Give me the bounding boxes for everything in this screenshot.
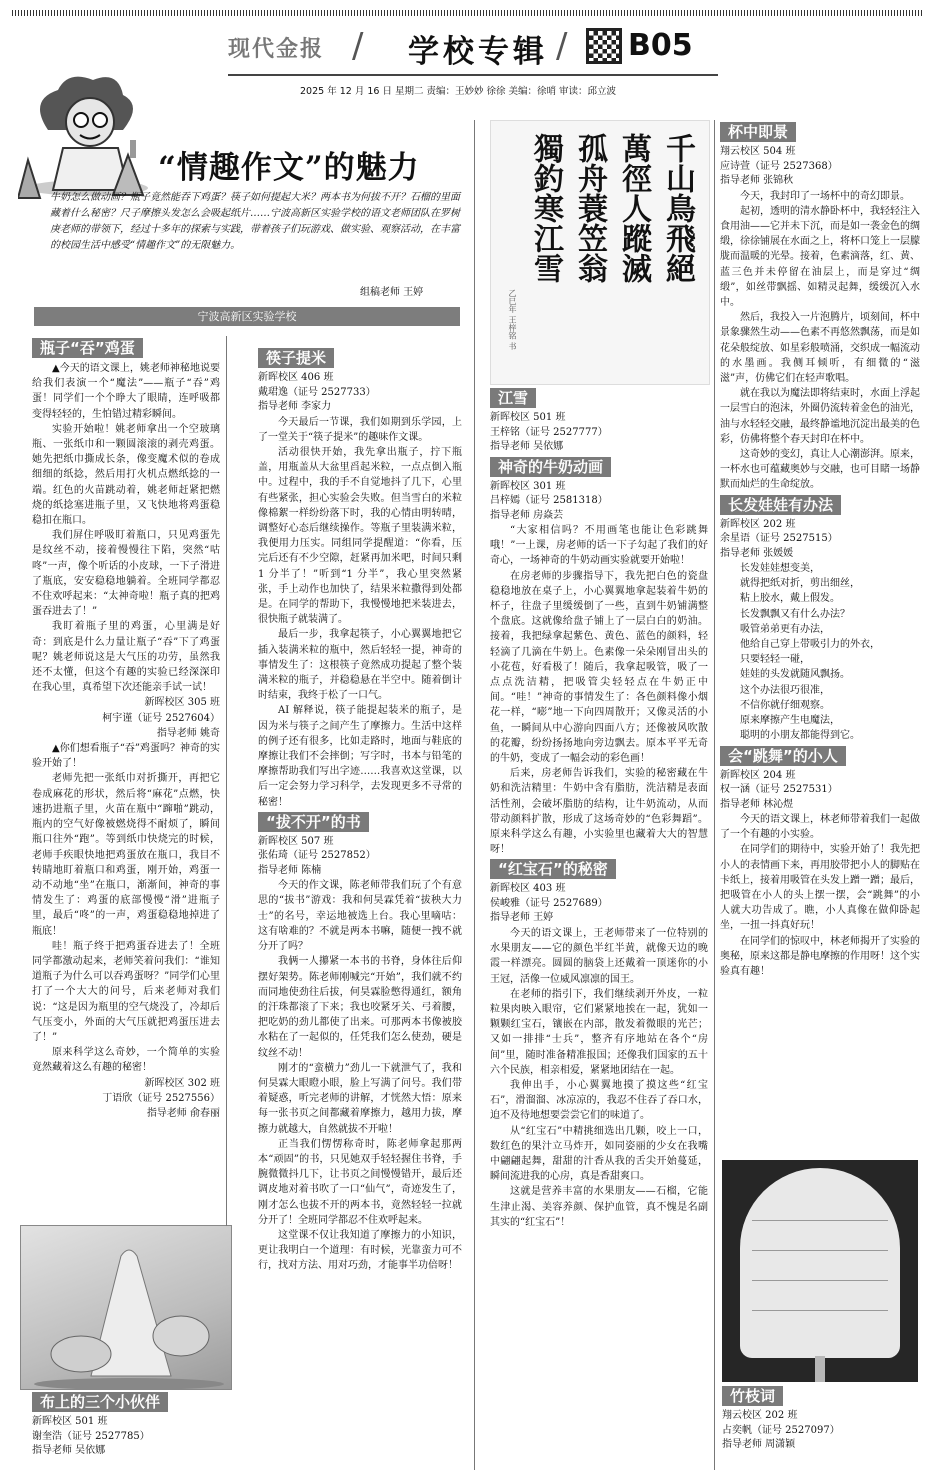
author-class: 新晖校区 301 班 bbox=[490, 480, 566, 492]
article-paragraph: ▲今天的语文课上，姚老师神秘地说要给我们表演一个“魔法”——瓶子“吞”鸡蛋！同学们一个个睁大了眼睛，连呼吸都变得轻轻的，生怕错过精彩瞬间。 bbox=[32, 363, 220, 420]
author-teacher: 指导老师 周潇颖 bbox=[722, 1439, 796, 1450]
masthead-divider: / bbox=[556, 26, 568, 66]
article-paragraph: 就在我以为魔法即将结束时，水面上浮起一层雪白的泡沫，外圈仍流转着金色的油光，油与水轻轻交融，最终静谧地沉淀出最美的色彩，仿佛将整个春天封印在杯中。 bbox=[720, 388, 920, 445]
author-name: 余星语（证号 2527515） bbox=[720, 533, 838, 545]
article-paragraph: 在房老师的步骤指导下，我先把白色的瓷盘稳稳地放在桌子上，小心翼翼地拿起装着牛奶的杯子，往盘子里缓缓倒了一些，直到牛奶铺满整个盘底。这就像给盘子铺上了一层白白的奶油。接着，我把绿拿起紫色、黄色、蓝色的颜料，轻轻滴了几滴在牛奶上。色素像一朵朵刚冒出头的小花苞，好看极了！随后，我拿起吸管，吸了一点点洗洁精，把吸管尖轻轻点在牛奶正中间。“哇！”神奇的事情发生了：各色颜料像小烟花一样，“嘭”地一下向四周散开；又像灵活的小鱼，一瞬间从中心游向四面八方；还像被风吹散的花瓣，纷纷扬扬地向旁边飘去。原本平平无奇的牛奶，变成了一幅会动的彩色画！ bbox=[490, 570, 708, 765]
article-paragraph: 从“红宝石”中精挑细选出几颗，咬上一口，数红色的果汁立马炸开，如同姿丽的少女在我嘴中翩翩起舞，甜甜的汁香从我的舌尖开始蔓延，瞬间流进我的心房，真是香甜爽口。 bbox=[490, 1125, 708, 1183]
author-teacher: 指导老师 吴依娜 bbox=[490, 441, 564, 452]
author-class: 新晖校区 507 班 bbox=[258, 835, 334, 847]
author-teacher: 指导老师 林沁煜 bbox=[720, 798, 794, 810]
article-paragraph: 实验开始啦！姚老师拿出一个空玻璃瓶、一张纸巾和一颗圆滚滚的剥壳鸡蛋。她先把纸巾撕成长条，像变魔术似的卷成细细的纸捻，然后用打火机点燃纸捻的一端。红色的火苗跳动着，姚老师赶紧把燃烧的纸捻塞进瓶子里，又飞快地将鸡蛋稳稳扣在瓶口。 bbox=[32, 423, 220, 527]
dateline: 2025 年 12 月 16 日 星期二 责编：王妙妙 徐徐 美编：徐哨 审读：邱立波 bbox=[300, 86, 617, 97]
school-banner: 宁波高新区实验学校 bbox=[34, 307, 460, 326]
qr-code-icon bbox=[586, 28, 622, 64]
clay-figures-icon bbox=[21, 1226, 233, 1391]
author-name: 王梓铭（证号 2527777） bbox=[490, 426, 608, 438]
article-paragraph: 活动很快开始，我先拿出瓶子，拧下瓶盖，用瓶盖从大盆里舀起米粒，一点点倒入瓶中。过程中，我的手不自觉地抖了几下，心里有些紧张，担心实验会失败。但当雪白的米粒像棉絮一样纷纷落下时，我的心情由明转晴，调整好心态后继续操作。等瓶子里装满米粒，我便用力压实。同组同学提醒道：“你看，压完后还有不少空隙，赶紧再加米吧，时间只剩 1 分半了！”听到“1 分半”，我心里突然紧张，手上动作也加快了，结果米粒撒得到处都是。在同学的帮助下，我慢慢地把米装进去，很快瓶子就装满了。 bbox=[258, 446, 462, 626]
page-number: B05 bbox=[628, 28, 693, 63]
author-name: 权一涵（证号 2527531） bbox=[720, 784, 838, 795]
article-title: “拔不开”的书 bbox=[258, 812, 369, 832]
author-teacher: 指导老师 俞春丽 bbox=[146, 1107, 220, 1119]
author-name: 谢奎浩（证号 2527785） bbox=[32, 1430, 150, 1442]
author-teacher: 指导老师 陈楠 bbox=[258, 864, 322, 876]
article-paragraph: 我们屏住呼吸盯着瓶口，只见鸡蛋先是纹丝不动，接着慢慢往下陷，突然“咕咚”一声，像个听话的小皮球，一下子滑进了瓶底，安安稳稳地躺着。全班同学都忍不住欢呼起来：“太神奇啦！瓶子真的把鸡蛋吞进去了！” bbox=[32, 530, 220, 618]
intro-author: 组稿老师 王婷 bbox=[360, 287, 424, 298]
author-teacher: 指导老师 姚奇 bbox=[156, 727, 220, 739]
author-class: 新晖校区 406 班 bbox=[258, 372, 334, 383]
article-paragraph: 这就是营养丰富的水果朋友——石榴，它能生津止渴、美容养颜、保护血管，真不愧是名副其实的“红宝石”！ bbox=[490, 1186, 708, 1228]
article-paragraph: 老师先把一张纸巾对折撕开，再把它卷成麻花的形状，然后将“麻花”点燃，快速扔进瓶子里，火苗在瓶中“蹿啪”跳动，瓶内的空气好像被燃烧得不耐烦了，瞬间瓶口往外“跑”。等到纸巾快烧完的时候，老师手疾眼快地把鸡蛋放在瓶口，我目不转睛地盯着瓶口和鸡蛋，刚开始，鸡蛋一动不动地“坐”在瓶口，渐渐间，神奇的事情发生了：鸡蛋的底部慢慢“滑”进瓶子里，最后“咚”的一声，鸡蛋稳稳地掉进了瓶底！ bbox=[32, 773, 220, 937]
scientist-cartoon-icon bbox=[18, 60, 158, 200]
article-paragraph: 今天最后一节课，我们如期到乐学园，上了一堂关于“筷子提米”的趣味作文课。 bbox=[258, 416, 462, 443]
poem-line: 他给自己穿上带吸引力的外衣， bbox=[740, 639, 880, 651]
article-title: 长发娃娃有办法 bbox=[720, 495, 841, 515]
article-paragraph: 刚才的“蛮横力”劲儿一下就泄气了，我和何昊霖大眼瞪小眼，脸上写满了问号。我们带着疑惑，听完老师的讲解，才恍然大悟：原来每一张书页之间都藏着摩擦力，越用力拔，摩擦力就越大，自然就拔不开啦！ bbox=[258, 1062, 462, 1135]
section-name: 学校专辑 bbox=[408, 34, 548, 70]
article-paragraph: 我盯着瓶子里的鸡蛋，心里满是好奇：到底是什么力量让瓶子“吞”下了鸡蛋呢？姚老师说这是大气压的功劳，虽然我还不太懂，但这个有趣的实验已经深深印在我心里，真希望下次还能亲手试一试！ bbox=[32, 621, 220, 694]
poem-line: 原来摩擦产生电魔法， bbox=[740, 715, 840, 727]
article-title: 布上的三个小伙伴 bbox=[32, 1392, 168, 1412]
calligraphy-signature: 乙巳年 王梓铭 书 bbox=[508, 289, 517, 351]
article-paragraph: 然后，我投入一片泡腾片，顷刻间，杯中景象骤然生动——色素不再悠然飘荡，而是如花朵般绽放、如星彩般喷涌，交织成一幅流动的水墨画。我侧耳倾听，有细微的“滋滋”声，仿佛它们在轻声歌唱。 bbox=[720, 312, 920, 384]
article-paragraph: 在同学们的惊叹中，林老师揭开了实验的奥秘，原来这都是静电摩擦的作用呀！这个实验真有趣！ bbox=[720, 935, 920, 978]
column-1 bbox=[32, 336, 220, 1224]
article-paragraph: 我伸出手，小心翼翼地摸了摸这些“红宝石”，滑溜溜、冰凉凉的，我忍不住吞了吞口水，迫不及待地想要尝尝它们的味道了。 bbox=[490, 1080, 708, 1122]
author-class: 新晖校区 305 班 bbox=[144, 697, 220, 709]
author-class: 新晖校区 204 班 bbox=[720, 769, 796, 781]
column-4 bbox=[720, 120, 920, 1160]
article-paragraph: 哇！瓶子终于把鸡蛋吞进去了！全班同学都激动起来，老师笑着问我们：“谁知道瓶子为什么可以吞鸡蛋呀？”同学们心里打了一个大大的问号，后来老师对我们说：“这是因为瓶里的空气烧没了，冷却后气压变小，外面的大气压就把鸡蛋压进去了！” bbox=[32, 940, 220, 1043]
author-teacher: 指导老师 张媛媛 bbox=[720, 547, 794, 559]
poem-line: 粘上胶水，戴上假发。 bbox=[740, 593, 840, 605]
poem-line: 长发飘飘又有什么办法？ bbox=[740, 608, 850, 620]
page-headline: “情趣作文”的魅力 bbox=[158, 150, 420, 186]
article-paragraph: 这奇妙的变幻，真让人心潮澎湃。原来，一杯水也可蕴藏奥妙与交融，也可目睹一场静默而灿烂的生命绽放。 bbox=[720, 448, 920, 491]
article-paragraph: 后来，房老师告诉我们，实验的秘密藏在牛奶和洗洁精里：牛奶中含有脂肪，洗洁精是表面活性剂，会破坏脂肪的结构，让牛奶流动，从而带动颜料扩散，形成了这场奇妙的“色彩舞蹈”。原来科学这么有趣，小实验里也藏着大大的智慧呀！ bbox=[490, 768, 708, 856]
article-title: 瓶子“吞”鸡蛋 bbox=[32, 338, 143, 358]
author-name: 占奕帆（证号 2527097） bbox=[722, 1424, 840, 1436]
article-title: 神奇的牛奶动画 bbox=[490, 457, 611, 477]
poem-line: 不信你就仔细观察。 bbox=[740, 699, 830, 711]
masthead-rule bbox=[228, 74, 718, 76]
poem-line: 长发娃娃想变美， bbox=[740, 563, 820, 575]
poem-line: 千山鳥飛絕 bbox=[660, 133, 695, 283]
poem-line: 聪明的小朋友都能得到它。 bbox=[740, 730, 860, 742]
poem-line: 就得把纸对折，剪出细丝， bbox=[740, 578, 860, 590]
author-teacher: 指导老师 张锦秋 bbox=[720, 175, 794, 186]
author-class: 新晖校区 501 班 bbox=[32, 1416, 108, 1427]
author-name: 丁语欣（证号 2527556） bbox=[102, 1092, 220, 1104]
article-title: 会“跳舞”的小人 bbox=[720, 746, 846, 766]
article-paragraph: 最后一步，我拿起筷子，小心翼翼地把它插入装满米粒的瓶中，然后轻轻一提，神奇的事情发生了：这根筷子竟然成功提起了整个装满米粒的瓶子，并稳稳悬在半空中。随着倒计时结束，我终于松了一口气。 bbox=[258, 629, 462, 702]
article-paragraph: “大家相信吗？不用画笔也能让色彩跳舞哦！”一上课，房老师的话一下子勾起了我们的好奇心，一场神奇的牛奶动画实验就要开始啦！ bbox=[490, 525, 708, 567]
fan-grid-line bbox=[752, 1280, 888, 1281]
article-paragraph: 正当我们愣愣称奇时，陈老师拿起那两本“顽固”的书，只见她双手轻轻握住书脊，手腕微微抖几下，让书页之间慢慢错开，最后还调皮地对着书吹了一口“仙气”，奇迹发生了，刚才怎么也拔不开的两本书，竟然轻轻一拉就分开了！全班同学都忍不住欢呼起来。 bbox=[258, 1138, 462, 1226]
article-paragraph: 在老师的指引下，我们继续剥开外皮，一粒粒果肉映入眼帘，它们紧紧地挨在一起，犹如一颗颗红宝石，镶嵌在内部，散发着微眼的光芒；又如一排排“士兵”，整齐有序地站在各个“房间”里，随时准备精准报国；还像我们国家的五十六个民族，相亲相爱，紧紧地团结在一起。 bbox=[490, 988, 708, 1076]
author-name: 戴珺逸（证号 2527733） bbox=[258, 386, 376, 398]
article-paragraph: ▲你们想看瓶子“吞”鸡蛋吗？神奇的实验开始了！ bbox=[32, 743, 220, 770]
poem-line: 獨釣寒江雪 bbox=[528, 133, 563, 283]
author-name: 张佑琦（证号 2527852） bbox=[258, 850, 376, 862]
article-paragraph: 我俩一人攥紧一本书的书脊，身体往后仰摆好架势。陈老师刚喊完“开始”，我们就不约而同地使劲往后拔，何昊霖脸憋得通红，额角的汗珠都滚了下来；我也咬紧牙关、弓着腰，把吃奶的劲儿都使了出来。可那两本书像被胶水粘在了一起似的，任凭我们怎么使劲，硬是纹丝不动！ bbox=[258, 956, 462, 1059]
column-3 bbox=[490, 386, 708, 1474]
article-paragraph: 今天的语文课上，王老师带来了一位特别的水果朋友——它的颜色半红半黄，就像天边的晚霞一样漂亮。圆圆的脑袋上还戴着一顶迷你的小王冠，活像一位威风凛凛的国王。 bbox=[490, 927, 708, 985]
article-title: 杯中即景 bbox=[720, 122, 796, 142]
author-class: 新晖校区 202 班 bbox=[720, 518, 796, 530]
article-paragraph: AI 解释说，筷子能提起装米的瓶子，是因为米与筷子之间产生了摩擦力。生活中这样的例子还有很多，比如走路时，地面与鞋底的摩擦让我们不会摔倒；写字时，书本与铅笔的摩擦帮助我们写出字迹……我喜欢这堂课，以后一定会努力学习科学，去发现更多不寻常的秘密！ bbox=[258, 705, 462, 808]
paper-name: 现代金报 bbox=[228, 37, 325, 62]
author-teacher: 指导老师 王婷 bbox=[490, 912, 554, 924]
article-title: 江雪 bbox=[490, 388, 536, 408]
fan-icon bbox=[740, 1168, 900, 1358]
author-teacher: 指导老师 李家力 bbox=[258, 401, 332, 412]
author-class: 翔云校区 504 班 bbox=[720, 146, 796, 157]
calligraphy-artwork bbox=[490, 120, 710, 385]
fan-grid-line bbox=[752, 1310, 888, 1311]
article-title: 筷子提米 bbox=[258, 348, 334, 368]
article-paragraph: 在同学们的期待中，实验开始了！我先把小人的表情画下来，再用胶带把小人的脚贴在卡纸上，接着用吸管在头发上蹭一蹭；最后，把吸管在小人的头上摆一摆，会“跳舞”的小人就大功告成了。瞧，小人真像在做仰卧起坐，一扭一抖真好玩！ bbox=[720, 844, 920, 932]
masthead bbox=[228, 26, 718, 72]
intro-text: 牛奶怎么做动画？瓶子竟然能吞下鸡蛋？筷子如何提起大米？两本书为何拔不开？石榴的里面藏着什么秘密？尺子摩擦头发怎么会吸起纸片……宁波高新区实验学校的语文老师团队在罗树庚老师的带领下，经过十多年的探索与实践，带着孩子们玩游戏、做实验、观察活动，在丰富的校园生活中感受“情趣作文”的无限魅力。 bbox=[50, 192, 460, 251]
column-1-bottom bbox=[32, 1390, 232, 1470]
article-paragraph: 今天的语文课上，林老师带着我们一起做了一个有趣的小实验。 bbox=[720, 814, 920, 841]
article-paragraph: 这堂课不仅让我知道了摩擦力的小知识，更让我明白一个道理：有时候，光靠蛮力可不行，找对方法、用对巧劲，才能事半功倍呀！ bbox=[258, 1229, 462, 1272]
poem-line: 娃娃的头发就随风飘扬。 bbox=[740, 669, 850, 681]
poem-line: 吸管弟弟更有办法， bbox=[740, 623, 830, 635]
poem-line: 孤舟蓑笠翁 bbox=[572, 133, 607, 283]
author-name: 吕梓嫣（证号 2581318） bbox=[490, 495, 608, 506]
article-title: “红宝石”的秘密 bbox=[490, 859, 616, 879]
masthead-divider: / bbox=[352, 26, 364, 66]
author-teacher: 指导老师 吴依娜 bbox=[32, 1445, 106, 1456]
author-class: 新晖校区 302 班 bbox=[144, 1077, 220, 1089]
author-name: 侯峻雅（证号 2527689） bbox=[490, 897, 608, 909]
poem-line: 这个办法很巧很准， bbox=[740, 684, 830, 696]
column-divider bbox=[474, 120, 475, 1470]
author-name: 柯宇谨（证号 2527604） bbox=[102, 712, 220, 724]
author-class: 翔云校区 202 班 bbox=[722, 1410, 798, 1421]
top-rule bbox=[12, 10, 924, 16]
author-teacher: 指导老师 房焱芸 bbox=[490, 509, 564, 521]
author-class: 新晖校区 403 班 bbox=[490, 883, 566, 895]
column-divider bbox=[714, 120, 715, 1470]
poem-line: 萬徑人蹤滅 bbox=[616, 133, 651, 283]
article-paragraph: 原来科学这么奇妙，一个简单的实验竟然藏着这么有趣的秘密！ bbox=[32, 1047, 220, 1074]
artwork-photo bbox=[20, 1225, 232, 1390]
article-title: 竹枝词 bbox=[722, 1386, 783, 1406]
poem-line: 只要轻轻一碰， bbox=[740, 654, 810, 666]
column-2 bbox=[258, 346, 462, 1474]
fan-grid-line bbox=[752, 1250, 888, 1251]
fan-artwork-photo bbox=[722, 1160, 918, 1382]
column-divider bbox=[226, 336, 227, 1226]
author-name: 应诗萱（证号 2527368） bbox=[720, 160, 838, 172]
fan-handle bbox=[815, 1356, 825, 1382]
fan-grid-line bbox=[752, 1220, 888, 1221]
article-paragraph: 今天，我封印了一场杯中的奇幻即景。 bbox=[740, 190, 910, 202]
column-4-bottom bbox=[722, 1384, 922, 1474]
author-class: 新晖校区 501 班 bbox=[490, 412, 566, 423]
article-paragraph: 今天的作文课，陈老师带我们玩了个有意思的“拔书”游戏：我和何昊霖凭着“拔秧大力士”的名号，幸运地被选上台。我心里嘀咕：这有啥难的？不就是两本书嘛，随便一拽不就分开了吗？ bbox=[258, 880, 462, 953]
article-paragraph: 起初，透明的清水静卧杯中，我轻轻注入食用油——它并未下沉，而是如一袭金色的绸缎，徐徐铺展在水面之上，将杯口笼上一层朦胧而温暖的光晕。接着，色素滴落，红、黄、蓝三色并未停留在油层上，而是穿过“绸缎”，如丝带飘摇、如精灵起舞，缓缓沉入水中。 bbox=[720, 205, 920, 308]
